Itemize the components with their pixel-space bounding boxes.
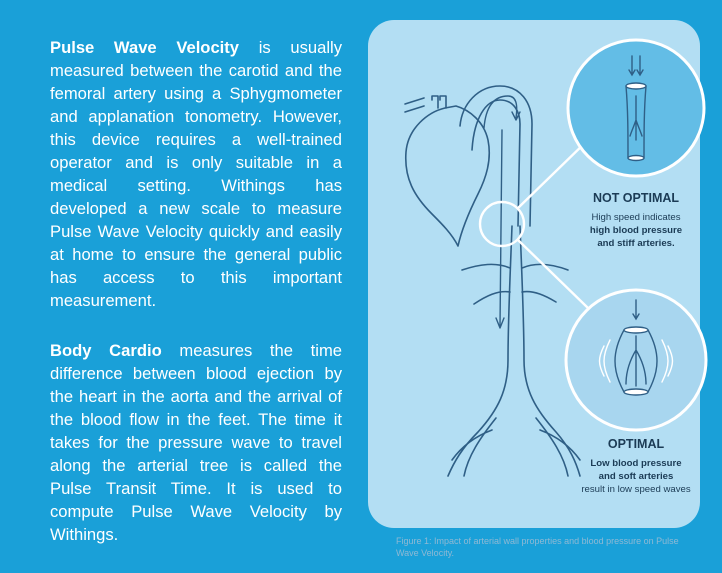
pwv-lead: Pulse Wave Velocity — [50, 38, 240, 57]
iliac-branch-left — [464, 418, 496, 476]
not-optimal-caption — [561, 191, 711, 250]
renal-branch-left — [462, 264, 510, 270]
optimal-line-3: result in low speed waves — [581, 484, 691, 495]
soft-artery-top — [624, 327, 648, 333]
optimal-title: OPTIMAL — [607, 437, 665, 451]
figure-caption: Figure 1: Impact of arterial wall properties and blood pressure on Pulse Wave Velocity. — [396, 536, 679, 558]
stiff-artery-top — [626, 83, 646, 89]
heart-vessel-right — [432, 96, 446, 108]
optimal-line-2: and soft arteries — [598, 471, 674, 482]
heart-vessel-left — [405, 98, 424, 112]
stiff-artery-bottom — [628, 156, 644, 161]
not-optimal-line-1: High speed indicates — [591, 212, 681, 223]
not-optimal-line-3: and stiff arteries. — [597, 238, 675, 249]
soft-artery-bottom — [624, 389, 648, 395]
pwv-text: is usually measured between the carotid and the femoral artery using a Sphygmometer and applanation tonometry. However, this device requires a well-trained operator and is only suitable in a medical setting. Withings has developed a new scale to measure Pulse Wave Velocity quickly and easily at home to ensure the general public has access to this important measurement. — [50, 38, 342, 310]
not-optimal-title: NOT OPTIMAL — [592, 191, 680, 205]
optimal-line-1: Low blood pressure — [590, 458, 682, 469]
heart-outline — [406, 106, 490, 246]
connector-bottom — [518, 240, 588, 308]
aortic-arch-inner — [472, 100, 520, 226]
optimal-caption — [561, 437, 711, 496]
downward-flow-arrow — [500, 130, 502, 326]
not-optimal-line-2: high blood pressure — [589, 225, 683, 236]
body-cardio-text: measures the time difference between blood ejection by the heart in the aorta and the arrival of the blood flow in the feet. The time it takes for the pressure wave to travel along the arterial tree is called the Pulse Transit Time. It is used to compute Pulse Wave Velocity by Withings. — [50, 341, 342, 544]
body-cardio-lead: Body Cardio — [50, 341, 162, 360]
visceral-branch-right — [522, 292, 556, 302]
visceral-branch-left — [474, 292, 510, 304]
